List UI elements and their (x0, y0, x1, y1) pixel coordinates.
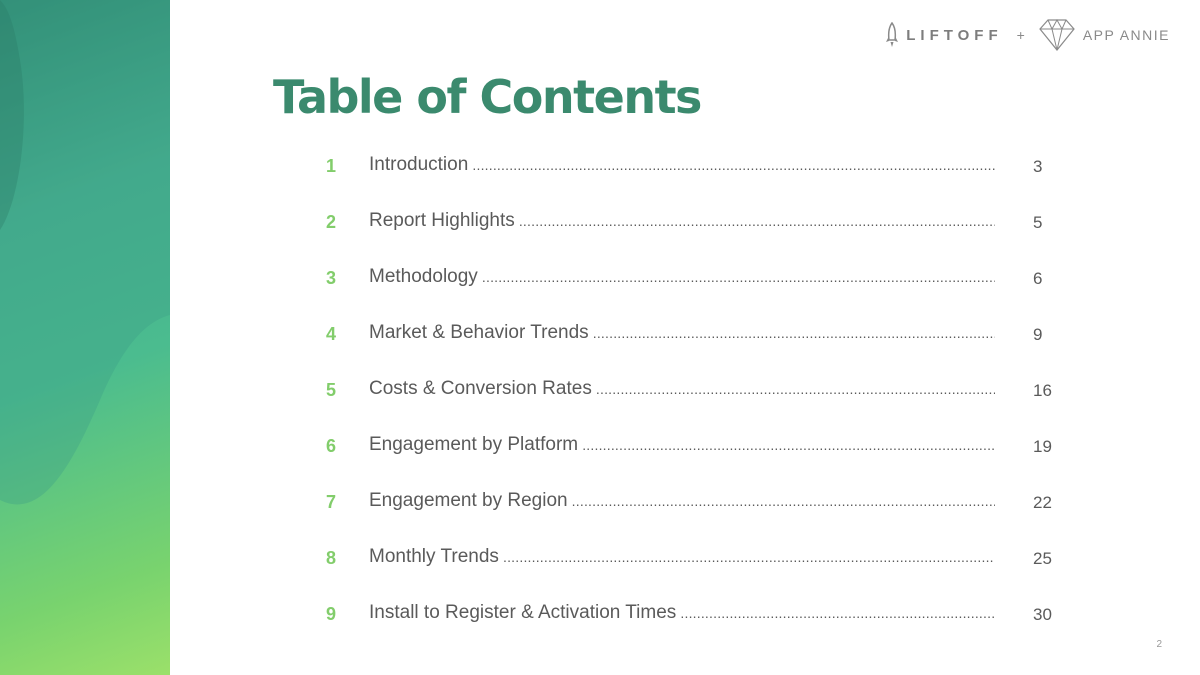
toc-entry-number: 3 (326, 268, 337, 288)
toc-entry[interactable] (318, 362, 1098, 418)
liftoff-logo (886, 22, 1002, 48)
toc-entry-label: Methodology ..... (369, 266, 995, 288)
toc-entry-page: 6 (1033, 269, 1043, 288)
slide-page-number: 2 (1156, 639, 1162, 650)
toc-entry-page: 30 (1033, 605, 1052, 624)
toc-entry-label: Engagement by Platform ..... (369, 434, 995, 456)
rocket-icon (886, 22, 898, 48)
toc-entry-label: Install to Register & Activation Times ..... (369, 602, 995, 624)
toc-entry-page: 9 (1033, 325, 1043, 344)
toc-entry[interactable] (318, 586, 1098, 642)
decorative-gradient-band (0, 0, 170, 675)
toc-entry-number: 4 (326, 324, 337, 344)
toc-entry[interactable] (318, 138, 1098, 194)
appannie-logo (1039, 19, 1170, 51)
toc-entry[interactable] (318, 306, 1098, 362)
toc-entry-page: 3 (1033, 157, 1043, 176)
toc-entry-page: 25 (1033, 549, 1052, 568)
toc-entry-number: 6 (326, 436, 337, 456)
toc-entry-label: Introduction ..... (369, 154, 995, 176)
toc-entry[interactable] (318, 418, 1098, 474)
toc-entry-number: 1 (326, 156, 337, 176)
logo-separator: + (1016, 27, 1025, 43)
toc-entry-number: 8 (326, 548, 337, 568)
toc-entry[interactable] (318, 474, 1098, 530)
liftoff-wordmark: LIFTOFF (906, 26, 1003, 44)
band-wave-shape (0, 0, 170, 675)
table-of-contents-list (318, 138, 1098, 642)
toc-entry-label: Market & Behavior Trends ..... (369, 322, 995, 344)
toc-entry[interactable] (318, 250, 1098, 306)
toc-entry-label: Report Highlights ..... (369, 210, 995, 232)
toc-entry-page: 19 (1033, 437, 1052, 456)
toc-entry-number: 7 (326, 492, 337, 512)
partner-logos (886, 18, 1170, 52)
toc-entry[interactable] (318, 194, 1098, 250)
appannie-wordmark: APP ANNIE (1082, 27, 1170, 43)
toc-entry-page: 22 (1033, 493, 1052, 512)
toc-entry-number: 5 (326, 380, 337, 400)
toc-entry-page: 16 (1033, 381, 1052, 400)
toc-entry[interactable] (318, 530, 1098, 586)
toc-entry-label: Costs & Conversion Rates ..... (369, 378, 995, 400)
toc-entry-number: 2 (326, 212, 337, 232)
page-title: Table of Contents (273, 70, 701, 124)
toc-entry-label: Engagement by Region ..... (369, 490, 995, 512)
toc-entry-label: Monthly Trends ..... (369, 546, 995, 568)
toc-entry-number: 9 (326, 604, 337, 624)
toc-entry-page: 5 (1033, 213, 1043, 232)
diamond-icon (1039, 19, 1075, 51)
